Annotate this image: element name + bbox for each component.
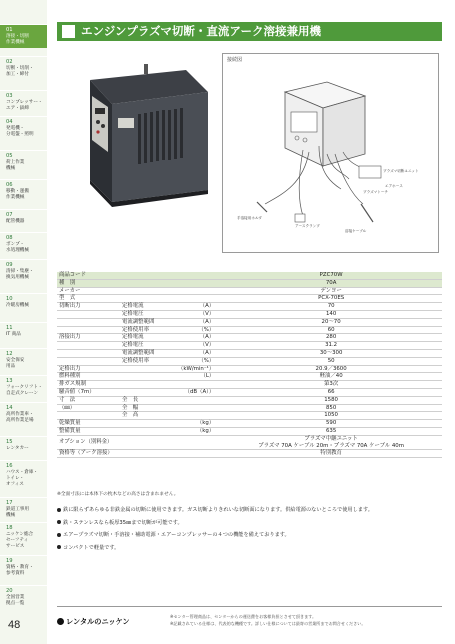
spec-value: プラズマ中継ユニット プラズマ 70A ケーブル 20m・プラズマ 70A ケーブル 40m <box>220 435 442 450</box>
feature-item <box>57 504 373 517</box>
spec-label: 種 別 <box>57 279 220 287</box>
spec-sublabel: 電流調整範囲 <box>120 318 176 326</box>
sidebar-item-number: 01 <box>6 27 13 33</box>
spec-sublabel: 定格電流 <box>120 334 176 342</box>
label-air-hose: エアホース <box>385 184 403 188</box>
sidebar-item-label: コンプレッサー・ エア・鋲締 <box>6 99 43 111</box>
sidebar-item-label: 鉄道工事用 機械 <box>6 506 29 518</box>
spec-value: デンヨー <box>220 287 442 295</box>
sidebar-item-06[interactable] <box>0 179 47 203</box>
spec-unit <box>176 404 220 412</box>
sidebar-item-label: 溶接・切断 作業機械 <box>6 33 29 45</box>
spec-row <box>57 450 442 458</box>
spec-unit: （kW/min⁻¹） <box>176 365 220 373</box>
spec-value: 590 <box>220 420 442 428</box>
spec-row <box>57 272 442 279</box>
spec-value: 850 <box>220 404 442 412</box>
sidebar-item-17[interactable] <box>0 497 47 521</box>
spec-label <box>57 357 120 365</box>
feature-item <box>57 517 373 530</box>
sidebar-item-number: 03 <box>6 93 13 99</box>
spec-row <box>57 435 442 450</box>
sidebar-item-18[interactable] <box>0 522 47 552</box>
spec-unit: （kg） <box>176 427 220 435</box>
sidebar-item-number: 13 <box>6 378 13 384</box>
spec-label: 燃料種別 <box>57 373 176 381</box>
feature-text: エアープラズマ切断・手溶接・補助電源・エアーコンプレッサーの４つの機能を備えております。 <box>63 532 290 538</box>
diagram-title: 接続図 <box>227 57 243 63</box>
spec-value: PZC70W <box>220 272 442 279</box>
spec-label: 資格等（アーク溶接） <box>57 450 220 458</box>
spec-unit: （%） <box>176 326 220 334</box>
spec-row <box>57 303 442 311</box>
spec-value: 60 <box>220 326 442 334</box>
page-number: 48 <box>8 619 21 631</box>
sidebar-item-number: 14 <box>6 405 13 411</box>
sidebar-item-16[interactable] <box>0 460 47 490</box>
sidebar-item-number: 04 <box>6 119 13 125</box>
spec-table <box>57 272 442 458</box>
spec-row <box>57 334 442 342</box>
sidebar-item-label: 発電機・ 分電盤・照明 <box>6 125 34 137</box>
spec-value: 635 <box>220 427 442 435</box>
sidebar-item-number: 10 <box>6 296 13 302</box>
label-plasma-unit: プラズマ切断ユニット <box>383 169 419 173</box>
sidebar-item-label: IT 商品 <box>6 331 21 337</box>
spec-sublabel: 定格電圧 <box>120 310 176 318</box>
spec-row <box>57 381 442 389</box>
sidebar-item-label: 清掃・集塵・ 換気用機械 <box>6 268 34 280</box>
title-marker <box>62 25 75 38</box>
sidebar-item-14[interactable] <box>0 402 47 426</box>
bullet-icon <box>57 508 61 512</box>
label-earth-clamp: アースクランプ <box>295 224 320 228</box>
spec-row <box>57 388 442 396</box>
bullet-icon <box>57 545 61 549</box>
spec-label: メーカー <box>57 287 220 295</box>
feature-text: 鉄に限らずあらゆる非鉄金属の切断に使用できます。ガス切断よりきれいな切断面になります。供給電源のないところで使用します。 <box>63 507 373 513</box>
spec-label <box>57 342 120 350</box>
feature-list <box>57 504 373 554</box>
sidebar-item-number: 18 <box>6 525 13 531</box>
sidebar-item-label: ハウス・倉庫・ トイレ・ オフィス <box>6 469 39 487</box>
spec-row <box>57 326 442 334</box>
feature-item <box>57 529 373 542</box>
spec-label: オプション（別料金） <box>57 435 176 450</box>
footnote: ※全面寸法には本体下の枕木などの高さは含まれません。 <box>57 492 179 497</box>
brand-logo <box>57 617 130 627</box>
spec-sublabel: 全 高 <box>120 412 176 420</box>
spec-unit: （dB（A）） <box>176 388 220 396</box>
footer-note-2: ※記載されている仕様は、代表的な機種です。詳しい仕様については最寄の営業所までお問合せください。 <box>170 621 366 626</box>
spec-label <box>57 310 120 318</box>
spec-row <box>57 310 442 318</box>
sidebar-item-label: 安全保安 用品 <box>6 357 25 369</box>
sidebar-item-label: 移動・運搬 作業機械 <box>6 188 29 200</box>
sidebar-item-04[interactable] <box>0 116 47 140</box>
spec-value: 30～300 <box>220 349 442 357</box>
spec-row <box>57 287 442 295</box>
sidebar-item-label: 冷暖房機械 <box>6 302 29 308</box>
spec-row <box>57 349 442 357</box>
spec-row <box>57 342 442 350</box>
product-photo <box>68 52 213 210</box>
spec-row <box>57 357 442 365</box>
spec-label: 型 式 <box>57 295 220 303</box>
feature-item <box>57 542 373 555</box>
spec-label: 騒音値（7m） <box>57 388 176 396</box>
bullet-icon <box>57 533 61 537</box>
label-holder: 手溶接用ホルダ <box>237 216 263 220</box>
sidebar-item-number: 12 <box>6 351 13 357</box>
spec-label: 溶接出力 <box>57 334 120 342</box>
spec-value: 66 <box>220 388 442 396</box>
sidebar-item-label: 全国営業 拠点一覧 <box>6 594 25 606</box>
sidebar-item-label: 配管機器 <box>6 218 25 224</box>
spec-unit: （V） <box>176 342 220 350</box>
spec-unit <box>176 381 220 389</box>
sidebar-item-label: ポンプ・ 水処理機械 <box>6 241 29 253</box>
sidebar-item-number: 16 <box>6 463 13 469</box>
spec-value: 140 <box>220 310 442 318</box>
spec-sublabel: 定格使用率 <box>120 357 176 365</box>
sidebar-item-08[interactable] <box>0 232 47 256</box>
spec-row <box>57 365 442 373</box>
spec-row <box>57 279 442 287</box>
spec-row <box>57 404 442 412</box>
sidebar-item-label: 切断・切削・ 加工・締付 <box>6 65 34 77</box>
spec-unit: （A） <box>176 303 220 311</box>
sidebar-item-13[interactable] <box>0 375 47 399</box>
sidebar-item-11[interactable] <box>0 322 47 340</box>
spec-unit <box>176 435 220 450</box>
spec-label: 定格出力 <box>57 365 176 373</box>
spec-row <box>57 396 442 404</box>
sidebar-item-number: 19 <box>6 558 13 564</box>
sidebar-item-label: 高所作業車・ 高所作業足場 <box>6 411 34 423</box>
spec-value: 70 <box>220 303 442 311</box>
bullet-icon <box>57 520 61 524</box>
label-welding-cable: 溶接ケーブル <box>345 229 367 233</box>
spec-value: PCX-70ES <box>220 295 442 303</box>
sidebar-item-01[interactable] <box>0 24 47 48</box>
brand-name: レンタルのニッケン <box>66 617 130 626</box>
spec-unit <box>176 412 220 420</box>
spec-label: 排ガス規制 <box>57 381 176 389</box>
spec-unit: （V） <box>176 310 220 318</box>
sidebar-item-15[interactable] <box>0 436 47 454</box>
spec-unit <box>176 396 220 404</box>
sidebar-item-number: 07 <box>6 212 13 218</box>
spec-sublabel: 全 長 <box>120 396 176 404</box>
sidebar-item-12[interactable] <box>0 348 47 372</box>
brand-mark-icon <box>57 618 64 625</box>
spec-label <box>57 326 120 334</box>
page-title: エンジンプラズマ切断・直流アーク溶接兼用機 <box>81 24 322 38</box>
spec-unit: （kg） <box>176 420 220 428</box>
spec-value: 1050 <box>220 412 442 420</box>
spec-unit: （A） <box>176 334 220 342</box>
sidebar-item-number: 02 <box>6 59 13 65</box>
sidebar-item-02[interactable] <box>0 56 47 80</box>
footer-note-1: ※センター管理商品は、センターからの運送費をお客様負担とさせて頂きます。 <box>170 614 317 619</box>
spec-sublabel: 定格電圧 <box>120 342 176 350</box>
sidebar-item-03[interactable] <box>0 90 47 114</box>
spec-row <box>57 427 442 435</box>
spec-value: 20.9／3600 <box>220 365 442 373</box>
spec-label <box>57 349 120 357</box>
sidebar-item-05[interactable] <box>0 150 47 174</box>
spec-value: 70A <box>220 279 442 287</box>
spec-row <box>57 420 442 428</box>
spec-row <box>57 318 442 326</box>
sidebar-item-number: 15 <box>6 439 13 445</box>
spec-label: （㎜） <box>57 404 120 412</box>
spec-label: 寸 法 <box>57 396 120 404</box>
spec-value: 31.2 <box>220 342 442 350</box>
sidebar-item-number: 08 <box>6 235 13 241</box>
category-sidebar <box>0 0 47 644</box>
feature-text: コンパクトで軽量です。 <box>63 544 120 551</box>
sidebar-item-number: 05 <box>6 153 13 159</box>
label-plasma-torch: プラズマトーチ <box>363 190 388 194</box>
connection-diagram <box>222 53 439 253</box>
spec-label <box>57 412 120 420</box>
sidebar-item-number: 17 <box>6 500 13 506</box>
spec-value: 第3次 <box>220 381 442 389</box>
spec-sublabel: 定格使用率 <box>120 326 176 334</box>
spec-sublabel: 定格電流 <box>120 303 176 311</box>
sidebar-item-label: 荷上作業 機械 <box>6 159 25 171</box>
sidebar-item-number: 11 <box>6 325 13 331</box>
spec-sublabel: 電流調整範囲 <box>120 349 176 357</box>
spec-value: 20～70 <box>220 318 442 326</box>
spec-row <box>57 412 442 420</box>
spec-value: 1580 <box>220 396 442 404</box>
spec-label: 整備質量 <box>57 427 176 435</box>
spec-unit: （A） <box>176 318 220 326</box>
sidebar-item-label: フォークリフト・ 自走式クレーン <box>6 384 43 396</box>
spec-value: 軽油／40 <box>220 373 442 381</box>
sidebar-item-09[interactable] <box>0 259 47 283</box>
sidebar-item-number: 09 <box>6 262 13 268</box>
sidebar-item-label: ニッケン総合 セーフティ サービス <box>6 531 34 549</box>
spec-label <box>57 318 120 326</box>
spec-row <box>57 295 442 303</box>
sidebar-item-number: 20 <box>6 588 13 594</box>
sidebar-item-07[interactable] <box>0 209 47 227</box>
sidebar-item-label: 資格・教育・ 参考資料 <box>6 564 34 576</box>
sidebar-item-number: 06 <box>6 182 13 188</box>
sidebar-item-label: レンタカー <box>6 445 29 451</box>
spec-unit: （A） <box>176 349 220 357</box>
spec-label: 切断出力 <box>57 303 120 311</box>
spec-sublabel: 全 幅 <box>120 404 176 412</box>
spec-value: 50 <box>220 357 442 365</box>
sidebar-item-19[interactable] <box>0 555 47 579</box>
sidebar-item-20[interactable] <box>0 585 47 609</box>
spec-value: 特別教育 <box>220 450 442 458</box>
spec-row <box>57 373 442 381</box>
spec-unit: （%） <box>176 357 220 365</box>
title-bar <box>57 22 442 41</box>
spec-unit: （L） <box>176 373 220 381</box>
spec-label: 乾燥質量 <box>57 420 176 428</box>
spec-label: 商品コード <box>57 272 220 279</box>
feature-text: 鉄・ステンレスなら板厚35㎜まで切断が可能です。 <box>63 519 183 526</box>
sidebar-item-10[interactable] <box>0 293 47 311</box>
spec-value: 280 <box>220 334 442 342</box>
footer-divider <box>57 606 442 607</box>
